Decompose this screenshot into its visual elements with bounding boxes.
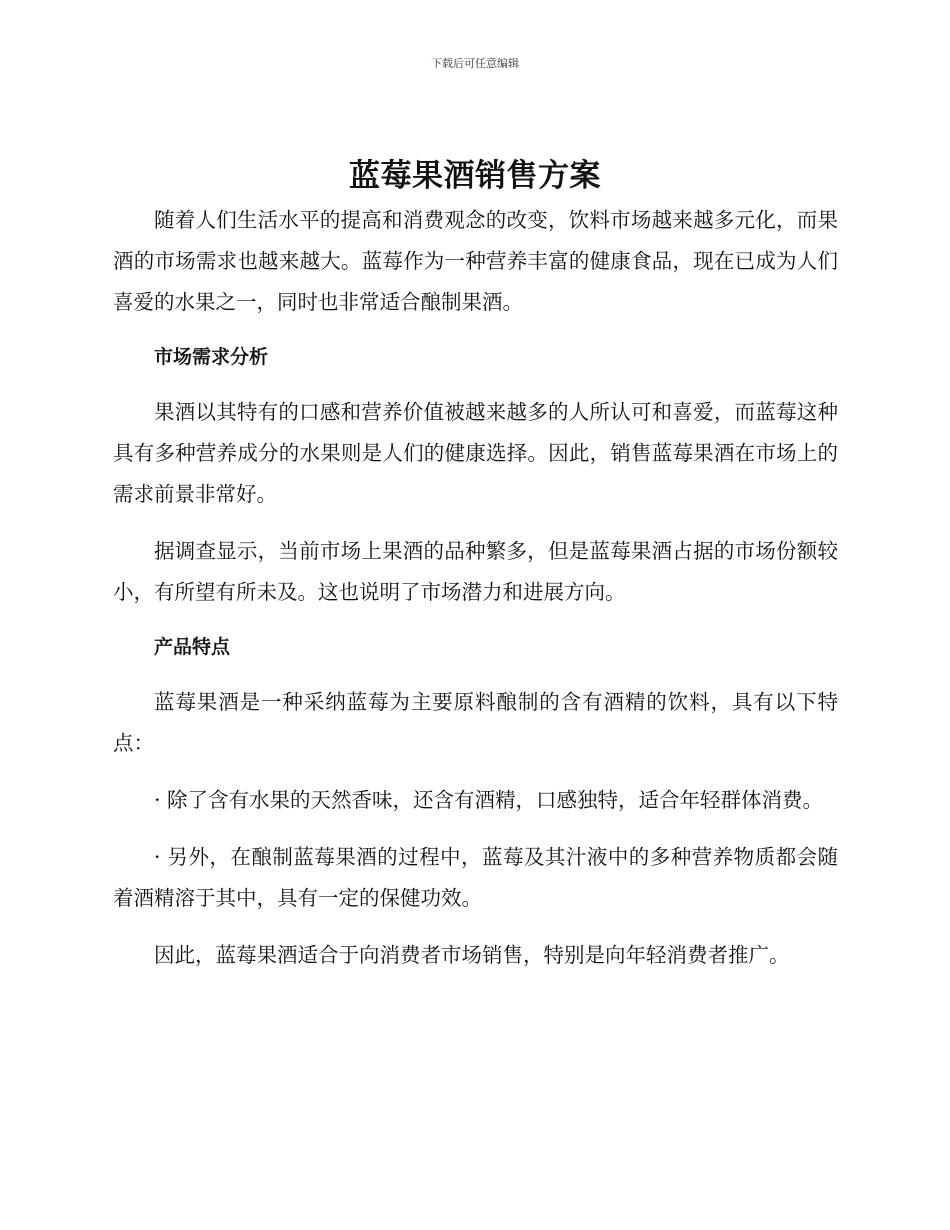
spacer [113, 613, 838, 627]
spacer [113, 821, 838, 837]
document-body [113, 200, 838, 976]
document-title: 蓝莓果酒销售方案 [349, 158, 601, 194]
page-header-note: 下载后可任意编辑 [431, 57, 519, 70]
section-heading-market-analysis: 市场需求分析 [154, 346, 269, 368]
conclusion-paragraph: 因此，蓝莓果酒适合于向消费者市场销售，特别是向年轻消费者推广。 [154, 943, 790, 967]
spacer [113, 919, 838, 935]
spacer [113, 323, 838, 337]
spacer [113, 668, 838, 682]
spacer [113, 515, 838, 531]
intro-paragraph: 随着人们生活水平的提高和消费观念的改变，饮料市场越来越多元化，而果酒的市场需求也越来越大。蓝莓作为一种营养丰富的健康食品，现在已成为人们喜爱的水果之一，同时也非常适合酿制果酒。 [113, 208, 838, 314]
market-paragraph-2: 据调查显示，当前市场上果酒的品种繁多，但是蓝莓果酒占据的市场份额较小，有所望有所未及。这也说明了市场潜力和进展方向。 [113, 539, 838, 604]
features-intro-paragraph: 蓝莓果酒是一种采纳蓝莓为主要原料酿制的含有酒精的饮料，具有以下特点： [113, 690, 838, 755]
feature-bullet-2: · 另外，在酿制蓝莓果酒的过程中，蓝莓及其汁液中的多种营养物质都会随着酒精溶于其中，具有一定的保健功效。 [113, 845, 838, 910]
market-paragraph-1: 果酒以其特有的口感和营养价值被越来越多的人所认可和喜爱，而蓝莓这种具有多种营养成分的水果则是人们的健康选择。因此，销售蓝莓果酒在市场上的需求前景非常好。 [113, 400, 838, 506]
feature-bullet-1: · 除了含有水果的天然香味，还含有酒精，口感独特，适合年轻群体消费。 [154, 788, 824, 812]
section-heading-product-features: 产品特点 [154, 636, 231, 658]
spacer [113, 378, 838, 392]
spacer [113, 764, 838, 780]
